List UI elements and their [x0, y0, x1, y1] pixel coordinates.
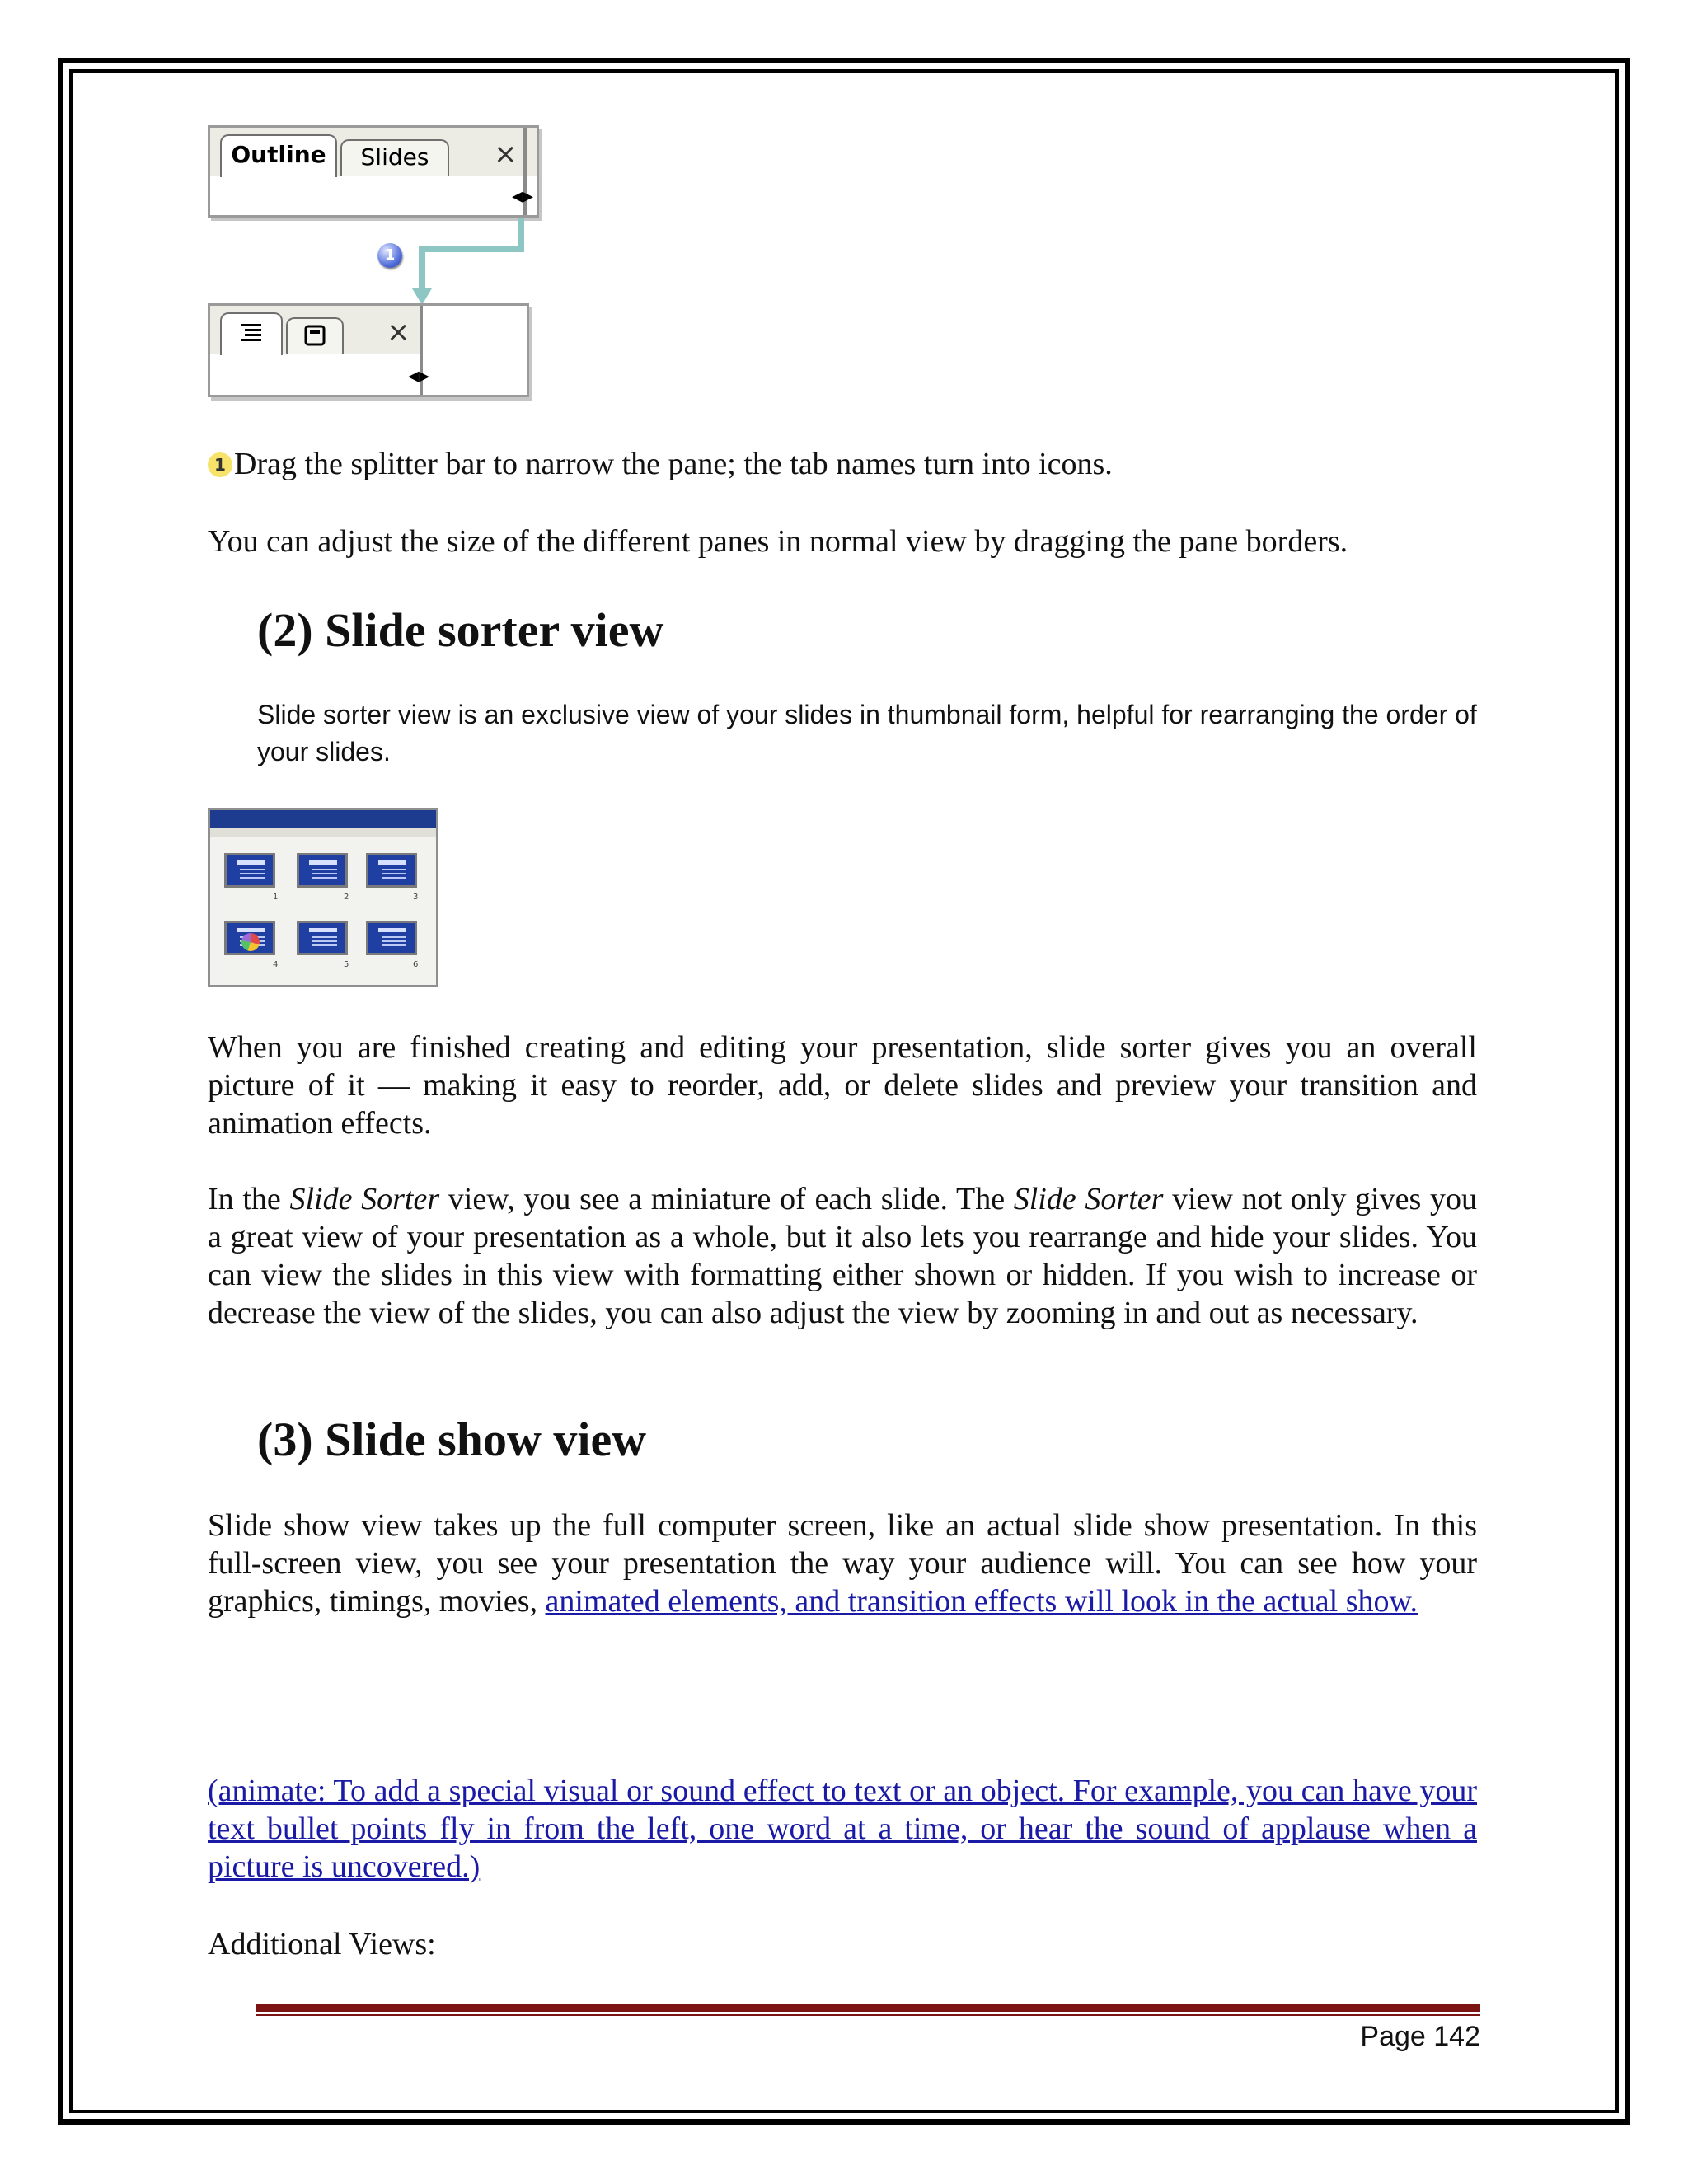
heading-slide-show: (3) Slide show view: [257, 1413, 647, 1466]
text-run: In the: [208, 1182, 290, 1216]
term-slide-sorter: Slide Sorter: [289, 1182, 440, 1216]
sorter-toolbar: [210, 828, 436, 837]
close-icon[interactable]: ×: [494, 138, 518, 171]
slide-thumbnail[interactable]: [297, 921, 348, 955]
slide-number: 3: [413, 893, 419, 902]
slide-number: 2: [344, 893, 349, 902]
outline-icon: [240, 322, 263, 344]
slide-thumbnail[interactable]: [297, 853, 348, 888]
resize-cursor-icon: ◂▸: [512, 184, 534, 209]
sorter-title-bar: [210, 810, 436, 828]
slide-number: 4: [273, 960, 279, 969]
tab-slides[interactable]: Slides: [340, 139, 449, 176]
animate-definition-link[interactable]: (animate: To add a special visual or sound effect to text or an object. For example, you can have your text bullet points fly in from the left, one word at a time, or hear the sound of applause when a picture is uncovered.): [208, 1774, 1477, 1884]
text-run: Slide show view takes up the full computer screen, like an actual slide show presentation. In this full-screen view, you see your presentation the way your audience will. You can see how your graphics, timings, movies,: [208, 1508, 1477, 1619]
figure-caption: [208, 445, 1477, 483]
para-finished: When you are finished creating and editing your presentation, slide sorter gives you an overall picture of it — making it easy to reorder, add, or delete slides and preview your transition and animation effects.: [208, 1030, 1477, 1141]
slide-number: 1: [273, 893, 279, 902]
slide-thumbnail[interactable]: [366, 921, 417, 955]
term-slide-sorter: Slide Sorter: [1013, 1182, 1164, 1216]
footer-rule: [256, 2004, 1480, 2012]
slide-number: 5: [344, 960, 349, 969]
slide-sorter-screenshot: [208, 808, 438, 987]
text-run: view, you see a miniature of each slide. The: [439, 1182, 1014, 1216]
slide-thumbnail[interactable]: [366, 853, 417, 888]
para-adjust: You can adjust the size of the different panes in normal view by dragging the pane borders.: [208, 524, 1348, 559]
resize-cursor-icon-narrow: ◂▸: [408, 363, 430, 388]
slide-thumbnail[interactable]: [224, 921, 275, 955]
para-slide-sorter: [208, 1180, 1477, 1332]
tab-outline-icon[interactable]: [220, 312, 283, 355]
pane-wide: [208, 125, 539, 218]
tab-slides-icon[interactable]: [286, 317, 344, 354]
text-run: view not only gives you a great view of your presentation as a whole, but it also lets you rearrange and hide your slides. You can view the slides in this view with formatting either shown or hidden. If you wish to increase or decrease the view of the slides, you can also adjust the view by zooming in and out as necessary.: [208, 1182, 1478, 1330]
animated-elements-link[interactable]: animated elements, and transition effects will look in the actual show.: [545, 1584, 1418, 1619]
page-number: Page 142: [1360, 2021, 1480, 2052]
pie-chart-icon: [241, 933, 260, 951]
tab-outline[interactable]: Outline: [220, 134, 337, 177]
slide-number: 6: [413, 960, 419, 969]
slides-icon: [303, 324, 326, 347]
heading-slide-sorter: (2) Slide sorter view: [257, 603, 664, 657]
additional-views-label: Additional Views:: [208, 1927, 436, 1961]
slide-thumbnail[interactable]: [224, 853, 275, 888]
callout-badge-icon: 1: [208, 452, 232, 477]
close-icon-narrow[interactable]: ×: [387, 316, 410, 349]
callout-number-icon: 1: [377, 243, 402, 268]
pane-narrow: [208, 303, 529, 397]
caption-text: Drag the splitter bar to narrow the pane; the tab names turn into icons.: [234, 447, 1113, 481]
sorter-intro: Slide sorter view is an exclusive view of your slides in thumbnail form, helpful for rearranging the order of your slides.: [257, 700, 1477, 766]
footer-rule-thin: [256, 2014, 1480, 2016]
para-slide-show: [208, 1507, 1477, 1620]
